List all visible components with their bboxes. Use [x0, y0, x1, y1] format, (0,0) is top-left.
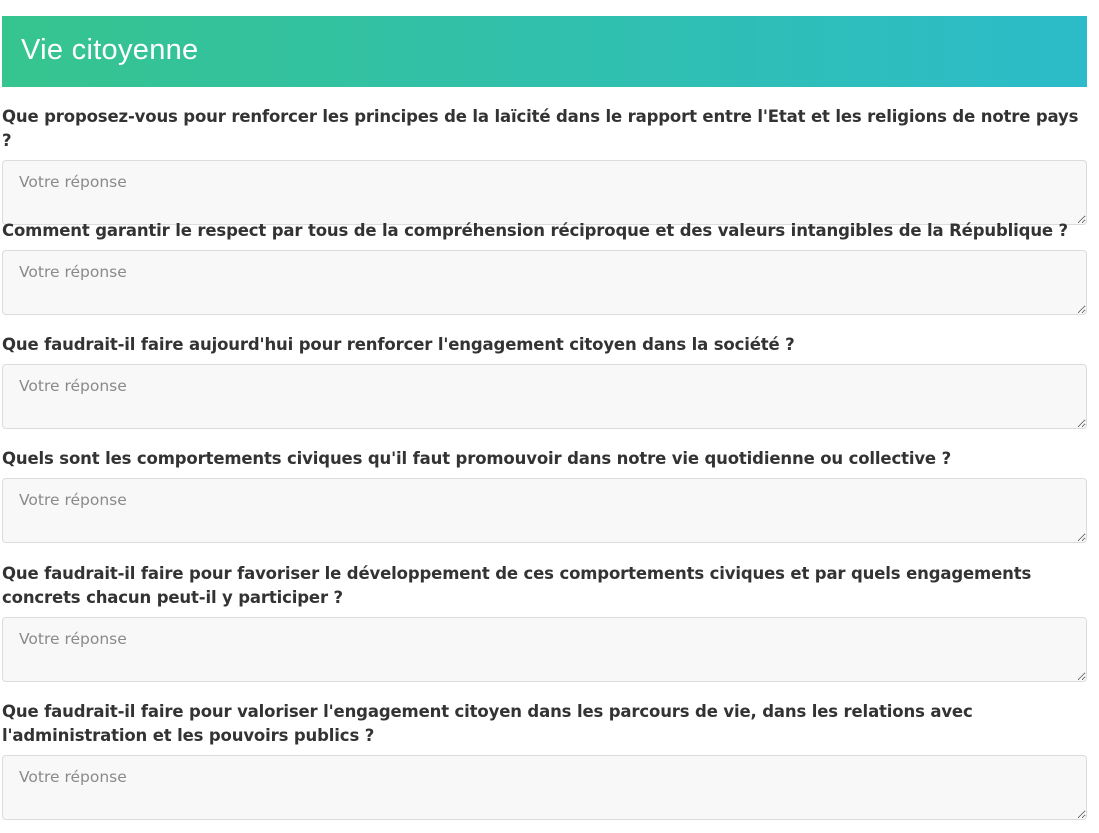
- question-block: [2, 700, 1092, 820]
- section-title: Vie citoyenne: [21, 34, 199, 66]
- answer-textarea[interactable]: [2, 755, 1087, 820]
- question-block: [2, 105, 1092, 225]
- section-header: [2, 16, 1087, 87]
- question-block: [2, 447, 1092, 543]
- question-block: [2, 333, 1092, 429]
- question-block: [2, 562, 1092, 682]
- question-block: [2, 219, 1092, 315]
- question-label: Que faudrait-il faire aujourd'hui pour renforcer l'engagement citoyen dans la société ?: [2, 335, 795, 354]
- answer-textarea[interactable]: [2, 250, 1087, 315]
- question-label: Quels sont les comportements civiques qu'il faut promouvoir dans notre vie quotidienne ou collective ?: [2, 449, 951, 468]
- answer-textarea[interactable]: [2, 160, 1087, 225]
- question-label: Que proposez-vous pour renforcer les principes de la laïcité dans le rapport entre l'Etat et les religions de notre pays ?: [2, 107, 1079, 150]
- question-label: Comment garantir le respect par tous de la compréhension réciproque et des valeurs intangibles de la République ?: [2, 221, 1068, 240]
- answer-textarea[interactable]: [2, 364, 1087, 429]
- answer-textarea[interactable]: [2, 617, 1087, 682]
- question-label: Que faudrait-il faire pour favoriser le développement de ces comportements civiques et par quels engagements concrets chacun peut-il y participer ?: [2, 564, 1032, 607]
- question-label: Que faudrait-il faire pour valoriser l'engagement citoyen dans les parcours de vie, dans les relations avec l'administration et les pouvoirs publics ?: [2, 702, 973, 745]
- answer-textarea[interactable]: [2, 478, 1087, 543]
